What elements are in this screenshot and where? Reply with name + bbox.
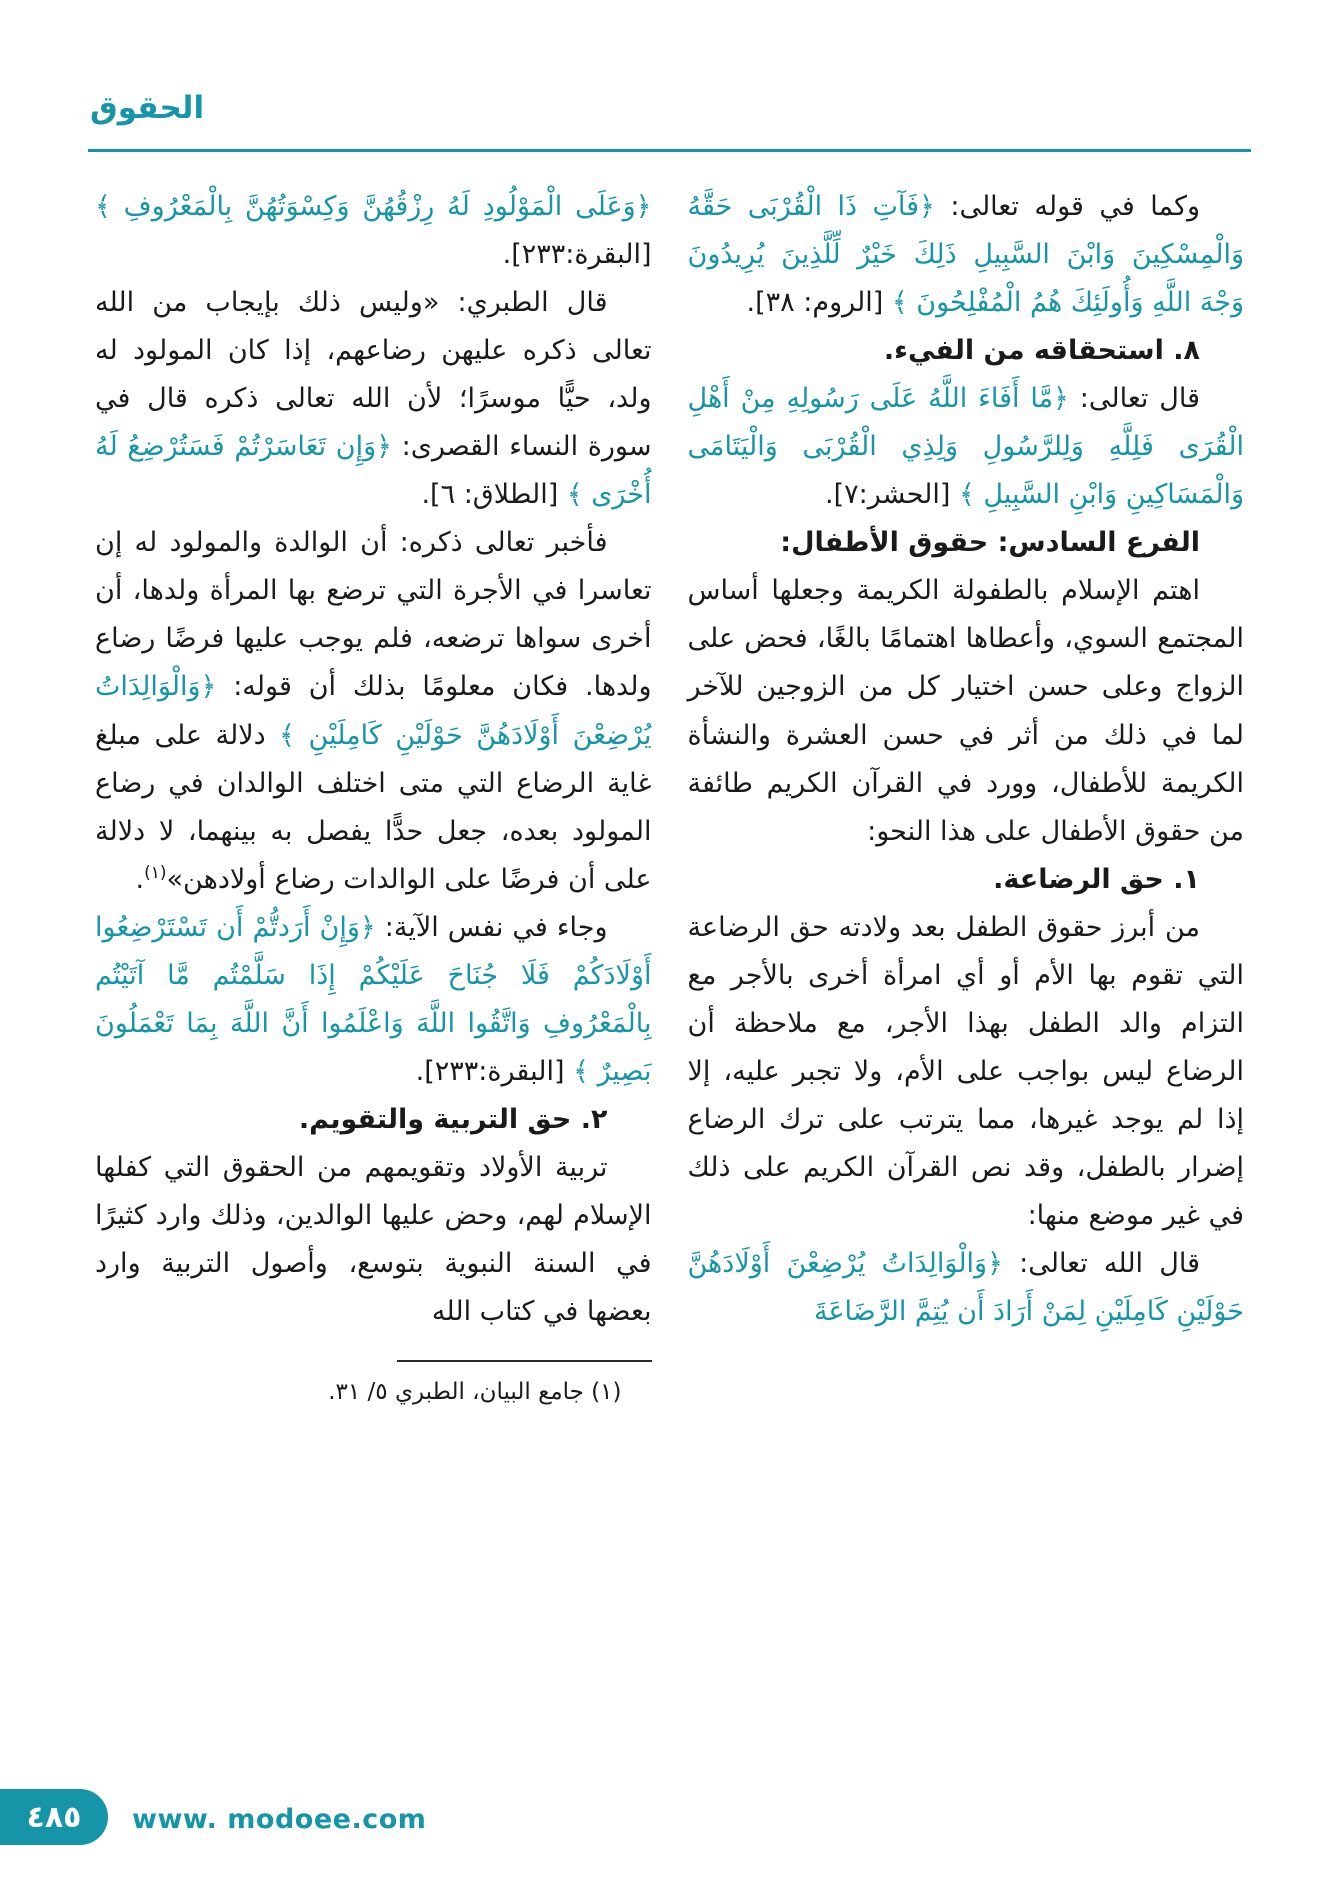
- heading-upbringing-right: ٢. حق التربية والتقويم.: [298, 1103, 608, 1135]
- heading-fay-entitlement: ٨. استحقاقه من الفيء.: [883, 335, 1200, 367]
- quran-verse-hashr-7: ﴿مَّا أَفَاءَ اللَّهُ عَلَى رَسُولِهِ مِنْ أَهْلِ الْقُرَى فَلِلَّهِ وَلِلرَّسُولِ وَلِذِي الْقُرْبَى وَالْيَتَامَى وَالْمَسَاكِينِ وَابْنِ السَّبِيلِ ﴾: [687, 383, 1244, 511]
- column-right: [688, 183, 1245, 1336]
- verse-reference: [البقرة:٢٣٣].: [502, 239, 652, 271]
- paragraph-quote-hashr: [688, 375, 1245, 519]
- page-number: ٤٨٥: [26, 1799, 82, 1835]
- quran-verse-baqarah-233-c: ﴿وَالْوَالِدَاتُ يُرْضِعْنَ أَوْلَادَهُنَّ حَوْلَيْنِ كَامِلَيْنِ ﴾: [95, 671, 652, 751]
- header-rule: [88, 149, 1251, 152]
- page-number-badge: [0, 1789, 108, 1845]
- paragraph-tabari-explanation: [95, 519, 652, 903]
- verse-reference: [الطلاق: ٦].: [421, 479, 559, 511]
- body-text: قال الله تعالى:: [1002, 1248, 1200, 1280]
- paragraph-quote-baqarah-start: [688, 1240, 1245, 1336]
- page-content: [95, 183, 1244, 1411]
- paragraph-quote-baqarah-continuation: [95, 183, 652, 279]
- paragraph-breastfeeding-explanation: من أبرز حقوق الطفل بعد ولادته حق الرضاعة التي تقوم بها الأم أو أي امرأة أخرى بالأجر مع التزام والد الطفل بهذا الأجر، مع ملاحظة أن الرضاع ليس بواجب على الأم، ولا تجبر عليه، إلا إذا لم يوجد غيرها، مما يترتب على ترك الرضاع إضرار بالطفل، وقد نص القرآن الكريم على ذلك في غير موضع منها:: [687, 911, 1244, 1231]
- footnote-text: (١) جامع البيان، الطبري ٥/ ٣١.: [328, 1379, 622, 1406]
- footnote-marker: (١): [144, 862, 167, 883]
- body-text: قال تعالى:: [1068, 383, 1200, 415]
- paragraph-quote-rum: [688, 183, 1245, 327]
- verse-reference: [البقرة:٢٣٣].: [415, 1055, 565, 1087]
- heading-branch-six-children-rights: الفرع السادس: حقوق الأطفال:: [780, 527, 1200, 559]
- website-text: www. modoee.com: [132, 1804, 427, 1835]
- paragraph-islam-childhood: اهتم الإسلام بالطفولة الكريمة وجعلها أساس المجتمع السوي، وأعطاها اهتمامًا بالغًا، فحض على الزواج وعلى حسن اختيار كل من الزوجين للآخر لما في ذلك من أثر في حسن العشرة والنشأة الكريمة للأطفال، وورد في القرآن الكريم طائفة من حقوق الأطفال على هذا النحو:: [687, 575, 1244, 847]
- paragraph-upbringing-explanation: تربية الأولاد وتقويمهم من الحقوق التي كفلها الإسلام لهم، وحض عليها الوالدين، وذلك وارد كثيرًا في السنة النبوية بتوسع، وأصول التربية وارد بعضها في كتاب الله: [95, 1151, 652, 1328]
- body-text: وجاء في نفس الآية:: [375, 911, 608, 943]
- body-text: .: [135, 863, 145, 895]
- paragraph-tabari-quote: [95, 279, 652, 519]
- quran-verse-baqarah-233-b: ﴿وَعَلَى الْمَوْلُودِ لَهُ رِزْقُهُنَّ وَكِسْوَتُهُنَّ بِالْمَعْرُوفِ ﴾: [95, 191, 652, 222]
- quran-verse-baqarah-233-d: ﴿وَإِنْ أَرَدتُّمْ أَن تَسْتَرْضِعُوا أَوْلَادَكُمْ فَلَا جُنَاحَ عَلَيْكُمْ إِذَا سَلَّمْتُم مَّا آتَيْتُم بِالْمَعْرُوفِ وَاتَّقُوا اللَّهَ وَاعْلَمُوا أَنَّ اللَّهَ بِمَا تَعْمَلُونَ بَصِيرٌ ﴾: [95, 911, 652, 1087]
- quran-verse-talaq-6: ﴿وَإِن تَعَاسَرْتُمْ فَسَتُرْضِعُ لَهُ أُخْرَى ﴾: [95, 431, 652, 511]
- verse-reference: [الحشر:٧].: [825, 479, 951, 511]
- body-text: دلالة على مبلغ غاية الرضاع التي متى اختلف الوالدان في رضاع المولود بعده، جعل حدًّا يفصل به بينهما، لا دلالة على أن فرضًا على الوالدات رضاع أولادهن»: [95, 719, 652, 895]
- body-text: وكما في قوله تعالى:: [934, 191, 1200, 222]
- paragraph-same-verse-quote: [95, 904, 652, 1096]
- footnote-separator: [397, 1360, 652, 1362]
- body-text: فأخبر تعالى ذكره: أن الوالدة والمولود له إن تعاسرا في الأجرة التي ترضع بها المرأة ولدها، أن أخرى سواها ترضعه، فلم يوجب عليها فرضًا رضاع ولدها. فكان معلومًا بذلك أن قوله:: [95, 527, 652, 703]
- heading-breastfeeding-right: ١. حق الرضاعة.: [993, 863, 1200, 895]
- quran-verse-baqarah-233-a: ﴿وَالْوَالِدَاتُ يُرْضِعْنَ أَوْلَادَهُنَّ حَوْلَيْنِ كَامِلَيْنِ لِمَنْ أَرَادَ أَن يُتِمَّ الرَّضَاعَةَ: [687, 1248, 1244, 1328]
- verse-reference: [الروم: ٣٨].: [746, 287, 884, 319]
- quran-verse-rum-38: ﴿فَآتِ ذَا الْقُرْبَى حَقَّهُ وَالْمِسْكِينَ وَابْنَ السَّبِيلِ ذَلِكَ خَيْرٌ لِّلَّذِينَ يُرِيدُونَ وَجْهَ اللَّهِ وَأُولَئِكَ هُمُ الْمُفْلِحُونَ ﴾: [687, 191, 1244, 319]
- column-left: [95, 183, 652, 1411]
- body-text: قال الطبري: «وليس ذلك بإيجاب من الله تعالى ذكره عليهن رضاعهم، إذا كان المولود له ولد، حيًّا موسرًا؛ لأن الله تعالى ذكره قال في سورة النساء القصرى:: [95, 287, 652, 463]
- header-title: الحقوق: [90, 90, 205, 126]
